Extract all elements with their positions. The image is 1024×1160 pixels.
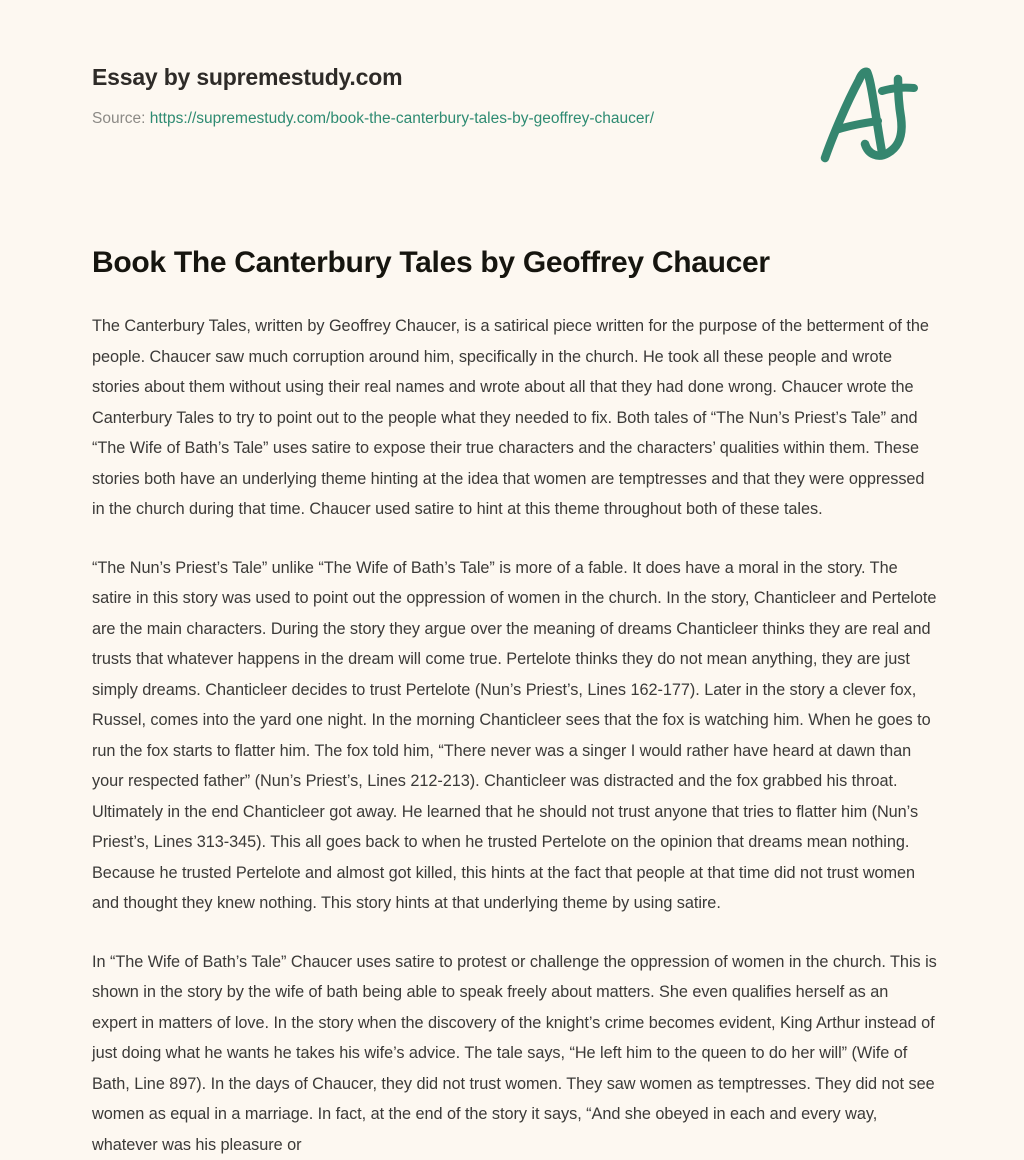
paragraph: In “The Wife of Bath’s Tale” Chaucer uses satire to protest or challenge the oppression of women in the church. This is shown in the story by the wife of bath being able to speak freely about matters. She even qualifies herself as an expert in matters of love. In the story when the discovery of the knight’s crime becomes evident, King Arthur instead of just doing what he wants he takes his wife’s advice. The tale says, “He left him to the queen to do her will” (Wife of Bath, Line 897). In the days of Chaucer, they did not trust women. They saw women as temptresses. They did not see women as equal in a marriage. In fact, at the end of the story it says, “And she obeyed in each and every way, whatever was his pleasure or [92,947,937,1160]
article [92,243,937,1160]
essay-byline: Essay by supremestudy.com [92,62,932,92]
document-header [92,62,932,130]
a-plus-logo-icon [812,58,930,176]
page-title: Book The Canterbury Tales by Geoffrey Chaucer [92,243,937,283]
paragraph: The Canterbury Tales, written by Geoffrey Chaucer, is a satirical piece written for the purpose of the betterment of the people. Chaucer saw much corruption around him, specifically in the church. He took all these people and wrote stories about them without using their real names and wrote about all that they had done wrong. Chaucer wrote the Canterbury Tales to try to point out to the people what they needed to fix. Both tales of “The Nun’s Priest’s Tale” and “The Wife of Bath’s Tale” uses satire to expose their true characters and the characters’ qualities within them. These stories both have an underlying theme hinting at the idea that women are temptresses and that they were oppressed in the church during that time. Chaucer used satire to hint at this theme throughout both of these tales. [92,311,937,525]
source-url-link[interactable]: https://supremestudy.com/book-the-canterbury-tales-by-geoffrey-chaucer/ [150,110,654,127]
source-label: Source: [92,110,145,127]
article-body [92,311,937,1160]
source-line [92,108,932,130]
paragraph: “The Nun’s Priest’s Tale” unlike “The Wife of Bath’s Tale” is more of a fable. It does have a moral in the story. The satire in this story was used to point out the oppression of women in the church. In the story, Chanticleer and Pertelote are the main characters. During the story they argue over the meaning of dreams Chanticleer thinks they are real and trusts that whatever happens in the dream will come true. Pertelote thinks they do not mean anything, they are just simply dreams. Chanticleer decides to trust Pertelote (Nun’s Priest’s, Lines 162-177). Later in the story a clever fox, Russel, comes into the yard one night. In the morning Chanticleer sees that the fox is watching him. When he goes to run the fox starts to flatter him. The fox told him, “There never was a singer I would rather have heard at dawn than your respected father” (Nun’s Priest’s, Lines 212-213). Chanticleer was distracted and the fox grabbed his throat. Ultimately in the end Chanticleer got away. He learned that he should not trust anyone that tries to flatter him (Nun’s Priest’s, Lines 313-345). This all goes back to when he trusted Pertelote on the opinion that dreams mean nothing. Because he trusted Pertelote and almost got killed, this hints at the fact that people at that time did not trust women and thought they knew nothing. This story hints at that underlying theme by using satire. [92,553,937,919]
